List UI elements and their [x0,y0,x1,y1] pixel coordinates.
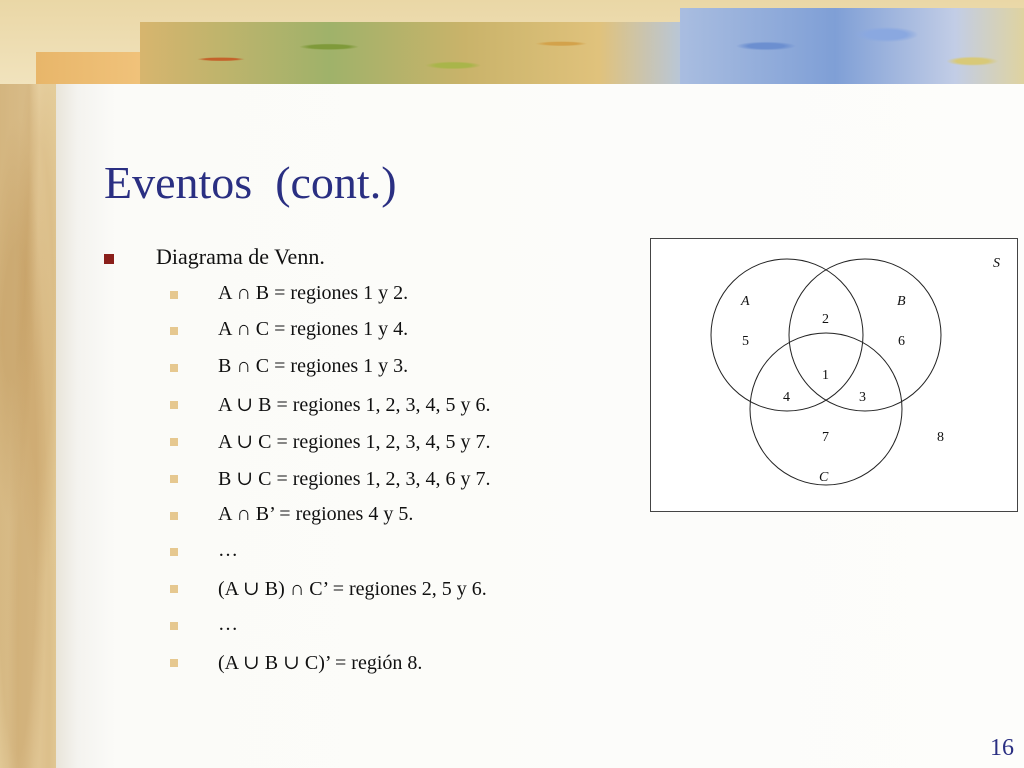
bullet-square-icon [170,327,178,335]
banner-strip-flowers [680,8,1024,84]
slide-title: Eventos (cont.) [104,157,397,208]
bullet-square-icon [170,291,178,299]
venn-set-label-c: C [819,470,829,485]
venn-region-7: 7 [822,430,829,445]
decorative-banner [0,0,1024,84]
venn-region-2: 2 [822,312,829,327]
venn-region-3: 3 [859,390,866,405]
venn-set-label-a: A [741,294,750,309]
venn-diagram [650,238,1018,512]
bullet-square-icon [170,401,178,409]
bullet-square-icon [104,254,114,264]
venn-region-4: 4 [783,390,790,405]
page-number: 16 [990,735,1014,761]
bullet-square-icon [170,512,178,520]
bullet-square-icon [170,548,178,556]
main-bullet-text: Diagrama de Venn. [156,244,325,269]
venn-universe-label: S [993,256,1000,271]
banner-strip-left [36,52,140,84]
venn-circle-a [711,259,863,411]
bullet-square-icon [170,622,178,630]
venn-circle-b [789,259,941,411]
venn-svg [651,239,1019,513]
parchment-border [0,0,56,768]
bullet-square-icon [170,585,178,593]
bullet-square-icon [170,364,178,372]
venn-region-6: 6 [898,334,905,349]
venn-region-8: 8 [937,430,944,445]
bullet-square-icon [170,659,178,667]
bullet-square-icon [170,475,178,483]
bullet-square-icon [170,438,178,446]
venn-region-1: 1 [822,368,829,383]
venn-circle-c [750,333,902,485]
venn-region-5: 5 [742,334,749,349]
venn-set-label-b: B [897,294,906,309]
banner-strip-leaves [140,22,680,84]
